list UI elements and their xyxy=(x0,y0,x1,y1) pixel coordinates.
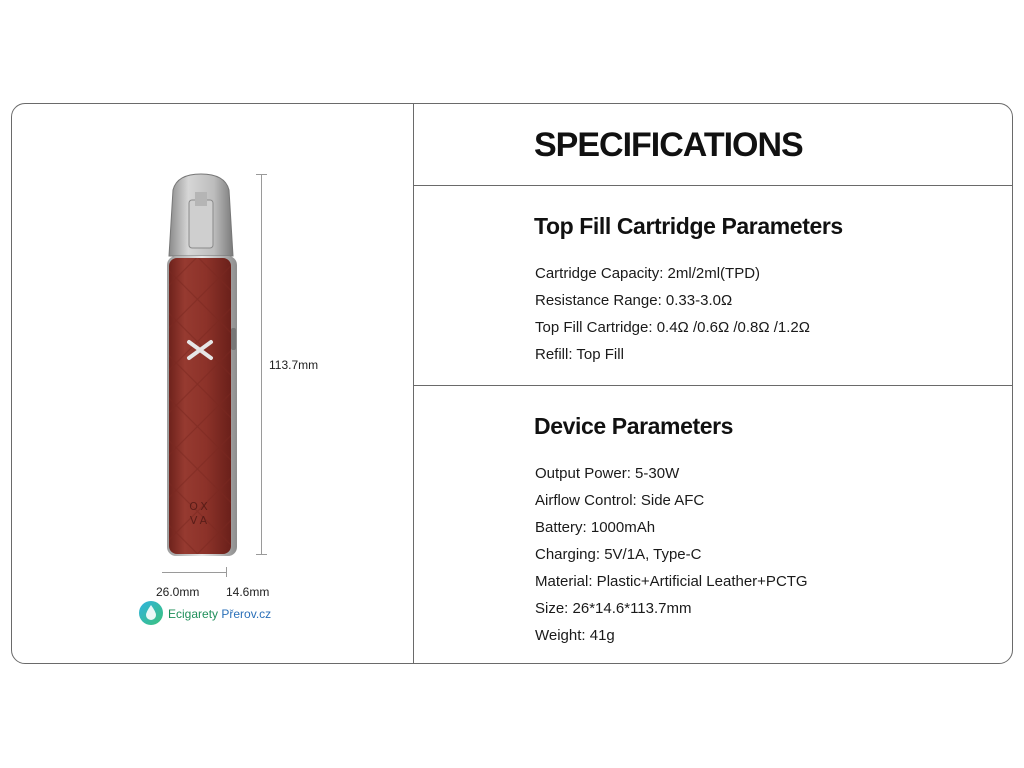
svg-text:OX: OX xyxy=(189,500,211,513)
spec-item: Output Power: 5-30W xyxy=(535,465,680,482)
height-dimension-cap-top xyxy=(256,174,267,175)
drop-logo-icon xyxy=(138,600,164,626)
spec-item: Airflow Control: Side AFC xyxy=(535,492,705,509)
spec-card xyxy=(11,103,1013,664)
width-dimension-line xyxy=(162,572,226,573)
spec-item: Weight: 41g xyxy=(535,627,615,644)
device-section xyxy=(414,386,1012,663)
page-title: SPECIFICATIONS xyxy=(534,126,803,164)
height-dimension-line xyxy=(261,174,262,554)
spec-item: Refill: Top Fill xyxy=(535,346,624,363)
spec-item: Top Fill Cartridge: 0.4Ω /0.6Ω /0.8Ω /1.2Ω xyxy=(535,319,810,336)
width-dimension-tick xyxy=(226,567,227,577)
watermark-logo xyxy=(138,600,278,628)
spec-item: Charging: 5V/1A, Type-C xyxy=(535,546,702,563)
spec-item: Resistance Range: 0.33-3.0Ω xyxy=(535,292,733,309)
spec-item: Battery: 1000mAh xyxy=(535,519,656,536)
width-label: 26.0mm xyxy=(156,585,200,599)
spec-item: Material: Plastic+Artificial Leather+PCTG xyxy=(535,573,808,590)
spec-item: Size: 26*14.6*113.7mm xyxy=(535,600,692,617)
vape-device-illustration xyxy=(155,172,247,564)
spec-item: Cartridge Capacity: 2ml/2ml(TPD) xyxy=(535,265,761,282)
product-image-panel xyxy=(12,104,414,663)
cartridge-heading: Top Fill Cartridge Parameters xyxy=(534,213,843,239)
watermark-word-1: Ecigarety xyxy=(168,607,219,621)
specifications-panel xyxy=(414,104,1012,663)
cartridge-spec-list xyxy=(535,260,810,368)
height-label: 113.7mm xyxy=(269,358,319,372)
cartridge-section xyxy=(414,186,1012,386)
svg-text:VA: VA xyxy=(189,514,211,527)
spec-title-row xyxy=(414,104,1012,186)
watermark-text xyxy=(168,607,271,621)
depth-label: 14.6mm xyxy=(226,585,270,599)
device-heading: Device Parameters xyxy=(534,413,734,439)
height-dimension-cap-bottom xyxy=(256,554,267,555)
watermark-word-2: Přerov.cz xyxy=(221,607,272,621)
device-spec-list xyxy=(535,460,808,649)
